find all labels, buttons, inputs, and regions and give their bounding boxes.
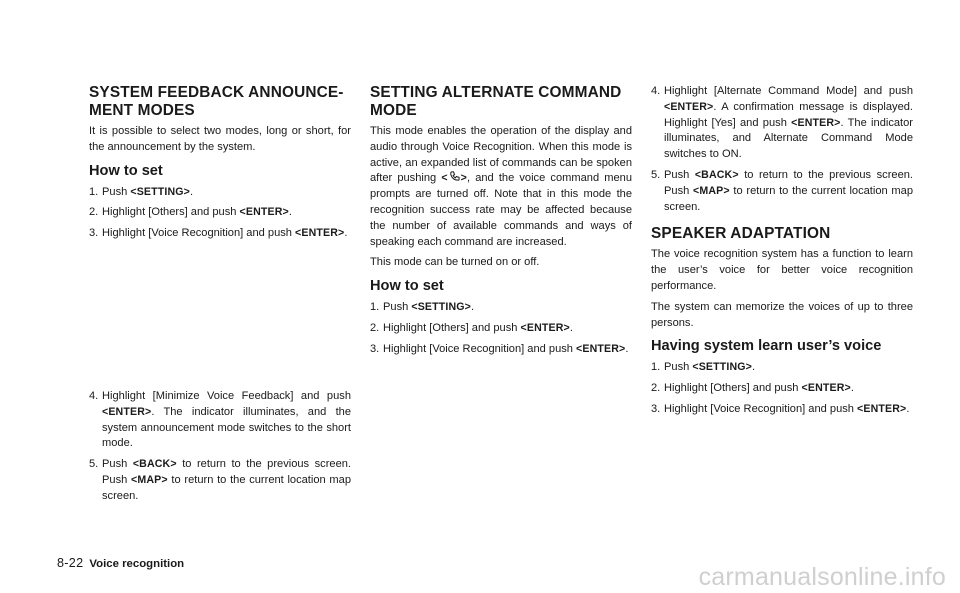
step-4: 4. Highlight [Minimize Voice Feedback] and push <ENTER>. The indicator illuminates, and the system announcement mode switches to the short mode. bbox=[89, 389, 351, 450]
subheading-how-to-set: How to set bbox=[370, 278, 444, 295]
section-heading-speaker-adaptation: SPEAKER ADAPTATION bbox=[651, 225, 831, 243]
watermark[interactable]: carmanualsonline.info bbox=[698, 563, 946, 591]
key-enter: <ENTER> bbox=[520, 321, 570, 334]
section-heading-feedback: SYSTEM FEEDBACK ANNOUNCE- MENT MODES bbox=[89, 84, 344, 119]
key-enter: <ENTER> bbox=[857, 402, 907, 415]
section-heading-alternate-command: SETTING ALTERNATE COMMAND MODE bbox=[370, 84, 622, 119]
step-3: 3. Highlight [Voice Recognition] and push <ENTER>. bbox=[651, 402, 910, 415]
key-setting: <SETTING> bbox=[692, 361, 753, 374]
subheading-how-to-set: How to set bbox=[89, 162, 163, 179]
key-enter: <ENTER> bbox=[801, 382, 851, 395]
column-right bbox=[651, 84, 913, 423]
step-5: 5. Push <BACK> to return to the previous screen. Push <MAP> to return to the current location map screen. bbox=[651, 168, 913, 213]
page-number: 8-22 bbox=[57, 556, 84, 570]
step-4: 4. Highlight [Alternate Command Mode] and push <ENTER>. A confirmation message is displayed. Highlight [Yes] and push <ENTER>. The indicator illuminates, and Alternate Command Mode switches to ON. bbox=[651, 85, 913, 161]
key-enter: <ENTER> bbox=[664, 100, 714, 113]
key-back: <BACK> bbox=[132, 458, 177, 471]
figure-space bbox=[89, 247, 351, 389]
step-5: 5. Push <BACK> to return to the previous screen. Push <MAP> to return to the current location map screen. bbox=[89, 458, 351, 502]
key-enter: <ENTER> bbox=[791, 116, 841, 129]
key-map: <MAP> bbox=[131, 473, 168, 486]
step-2: 2. Highlight [Others] and push <ENTER>. bbox=[370, 321, 573, 334]
step-1: 1. Push <SETTING>. bbox=[651, 361, 756, 374]
section-paragraph: This mode enables the operation of the display and audio through Voice Recognition. When this mode is active, an expanded list of commands can be spoken after pushing < >, and the voice command menu prompts are turned off. Note that in this mode the recognition success rate may be affected because the number of available commands and ways of speaking each command are increased. bbox=[370, 125, 632, 248]
step-2: 2. Highlight [Others] and push <ENTER>. bbox=[651, 382, 854, 395]
steps-list bbox=[370, 300, 632, 357]
key-setting: <SETTING> bbox=[130, 185, 191, 198]
key-enter: <ENTER> bbox=[239, 206, 289, 219]
step-3: 3. Highlight [Voice Recognition] and push <ENTER>. bbox=[370, 342, 629, 355]
chapter-title: Voice recognition bbox=[89, 558, 185, 570]
column-middle bbox=[370, 84, 632, 363]
section-paragraph: The voice recognition system has a function to learn the user’s voice for better voice recognition performance. bbox=[651, 248, 913, 292]
section-paragraph-2: The system can memorize the voices of up to three persons. bbox=[651, 300, 913, 329]
key-enter: <ENTER> bbox=[102, 405, 152, 418]
column-left bbox=[89, 84, 351, 510]
steps-list-continued bbox=[89, 389, 351, 505]
key-back: <BACK> bbox=[694, 168, 739, 181]
key-setting: <SETTING> bbox=[411, 301, 472, 314]
key-enter: <ENTER> bbox=[295, 227, 345, 240]
steps-list bbox=[89, 185, 351, 242]
step-2: 2. Highlight [Others] and push <ENTER>. bbox=[89, 206, 292, 219]
step-3: 3. Highlight [Voice Recognition] and push <ENTER>. bbox=[89, 227, 348, 240]
steps-list-continued bbox=[651, 84, 913, 215]
key-map: <MAP> bbox=[693, 184, 730, 197]
step-1: 1. Push <SETTING>. bbox=[370, 301, 475, 314]
step-1: 1. Push <SETTING>. bbox=[89, 185, 194, 198]
section-intro: It is possible to select two modes, long or short, for the announcement by the system. bbox=[89, 125, 351, 153]
steps-list bbox=[651, 360, 913, 417]
key-enter: <ENTER> bbox=[576, 342, 626, 355]
page-footer bbox=[57, 554, 184, 572]
subheading-learn-voice: Having system learn user’s voice bbox=[651, 338, 882, 355]
talk-switch-icon bbox=[449, 171, 460, 182]
section-paragraph-2: This mode can be turned on or off. bbox=[370, 256, 540, 269]
